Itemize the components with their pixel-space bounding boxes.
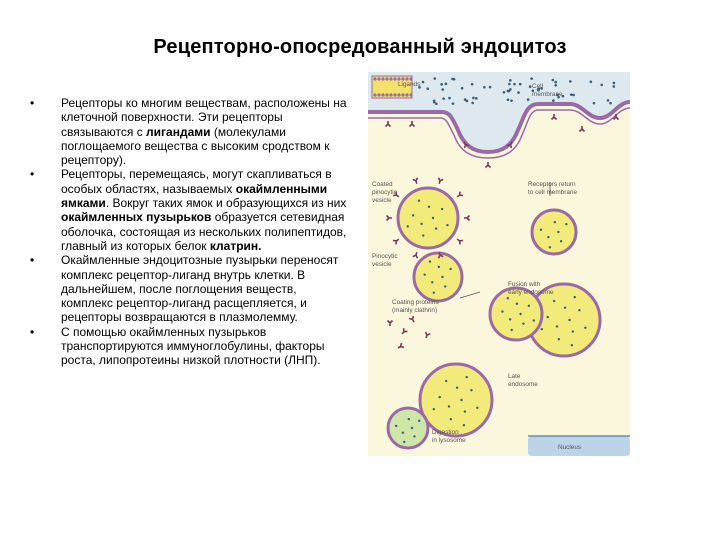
ligand-dot bbox=[547, 316, 549, 318]
ligand-dot bbox=[456, 387, 458, 389]
label-digestion: Digestion bbox=[432, 429, 459, 436]
label-late-endosome: endosome bbox=[508, 381, 538, 388]
ligand-dot bbox=[570, 93, 573, 96]
ligand-dot bbox=[475, 97, 478, 100]
ligand-dot bbox=[564, 307, 566, 309]
ligand-dot bbox=[509, 88, 512, 91]
ligand-dot bbox=[433, 77, 436, 80]
ligand-dot bbox=[441, 276, 443, 278]
bullet-list bbox=[30, 96, 350, 368]
bullet-text: . Вокруг таких ямок и образующихся из них bbox=[105, 196, 347, 211]
ligand-dot bbox=[411, 427, 413, 429]
ligand-dot bbox=[433, 291, 435, 293]
ligand-dot bbox=[429, 260, 431, 262]
lipid-head bbox=[393, 77, 396, 80]
ligand-dot bbox=[449, 268, 451, 270]
ligand-dot bbox=[530, 77, 533, 80]
ligand-dot bbox=[558, 338, 560, 340]
label-digestion: in lysosome bbox=[432, 437, 466, 444]
ligand-dot bbox=[509, 79, 512, 82]
ligand-dot bbox=[441, 208, 443, 210]
ligand-dot bbox=[435, 102, 438, 105]
ligand-dot bbox=[450, 418, 452, 420]
ligand-dot bbox=[418, 200, 420, 202]
label-fusion: early endosome bbox=[508, 289, 554, 296]
ligand-dot bbox=[533, 319, 535, 321]
ligand-dot bbox=[422, 81, 425, 84]
ligand-dot bbox=[528, 305, 530, 307]
ligand-dot bbox=[600, 84, 603, 87]
ligand-dot bbox=[451, 78, 454, 81]
ligand-dot bbox=[568, 319, 570, 321]
ligand-dot bbox=[571, 344, 573, 346]
ligand-dot bbox=[513, 83, 516, 86]
lipid-head bbox=[389, 93, 392, 96]
ligand-dot bbox=[442, 97, 445, 100]
ligand-dot bbox=[507, 297, 509, 299]
label-coated-vesicle: Coated bbox=[372, 181, 393, 188]
lysosome bbox=[388, 408, 428, 448]
ligand-dot bbox=[517, 91, 520, 94]
ligand-dot bbox=[553, 300, 555, 302]
ligand-dot bbox=[418, 420, 420, 422]
ligand-dot bbox=[569, 80, 572, 83]
ligand-dot bbox=[471, 83, 474, 86]
ligand-dot bbox=[507, 90, 510, 93]
lipid-head bbox=[385, 77, 388, 80]
ligand-dot bbox=[463, 424, 465, 426]
bullet-item bbox=[30, 167, 350, 253]
ligand-dot bbox=[510, 329, 512, 331]
label-receptors-return: to cell membrane bbox=[528, 189, 578, 196]
lipid-head bbox=[373, 93, 376, 96]
ligand-dot bbox=[466, 376, 468, 378]
ligand-dot bbox=[551, 79, 554, 82]
bullet-text: Окаймленные эндоцитозные пузырьки переносят комплекс рецептор-лиганд внутрь клетки. В дальнейшем, после поглощения веществ, комплекс рецептор-лиганд расщепляется, и рецепторы возвращаются в плазмолемму. bbox=[61, 253, 339, 325]
ligand-dot bbox=[540, 228, 542, 230]
lipid-head bbox=[377, 77, 380, 80]
label-coating-proteins: Coating proteins bbox=[392, 299, 439, 306]
ligand-dot bbox=[438, 266, 440, 268]
ligand-dot bbox=[433, 408, 435, 410]
coated-vesicle bbox=[398, 188, 458, 248]
ligand-dot bbox=[574, 296, 576, 298]
lipid-head bbox=[373, 77, 376, 80]
bold-term: окаймленными ямками bbox=[61, 181, 328, 211]
label-cell-membrane: membrane bbox=[532, 91, 563, 98]
ligand-dot bbox=[435, 227, 437, 229]
lipid-head bbox=[397, 93, 400, 96]
bullet-item bbox=[30, 253, 350, 324]
ligand-dot bbox=[471, 102, 474, 105]
ligand-dot bbox=[554, 81, 557, 84]
recycling-vesicle bbox=[532, 210, 576, 254]
lipid-head bbox=[385, 93, 388, 96]
ligand-dot bbox=[554, 221, 556, 223]
ligand-dot bbox=[501, 310, 503, 312]
ligand-dot bbox=[461, 87, 464, 90]
bullet-text: (молекулами поглощаемого вещества с высоким сродством к рецептору). bbox=[61, 124, 330, 168]
ligand-dot bbox=[439, 396, 441, 398]
bullet-text: С помощью окаймленных пузырьков транспортируются иммуноглобулины, факторы роста, липопротеины низкой плотности (ЛНП). bbox=[61, 324, 325, 368]
ligand-dot bbox=[444, 285, 446, 287]
ligand-dot bbox=[448, 97, 451, 100]
ligand-dot bbox=[508, 83, 511, 86]
ligand-dot bbox=[476, 407, 478, 409]
ligand-dot bbox=[609, 102, 612, 105]
label-late-endosome: Late bbox=[508, 373, 521, 380]
label-receptors-return: Receptors return bbox=[528, 181, 576, 188]
ligand-dot bbox=[554, 84, 557, 87]
label-cell-membrane: Cell bbox=[532, 83, 544, 90]
ligand-dot bbox=[422, 234, 424, 236]
ligand-dot bbox=[424, 273, 426, 275]
ligand-dot bbox=[516, 303, 518, 305]
ligand-dot bbox=[522, 322, 524, 324]
lipid-head bbox=[409, 93, 412, 96]
ligand-dot bbox=[560, 240, 562, 242]
ligand-dot bbox=[441, 88, 444, 91]
ligand-dot bbox=[541, 328, 543, 330]
ligand-dot bbox=[607, 99, 610, 102]
ligand-dot bbox=[572, 330, 574, 332]
lipid-head bbox=[401, 93, 404, 96]
ligand-dot bbox=[507, 98, 510, 101]
ligand-dot bbox=[464, 410, 466, 412]
ligand-dot bbox=[432, 217, 434, 219]
ligand-dot bbox=[556, 325, 558, 327]
ligand-dot bbox=[483, 86, 486, 89]
lipid-head bbox=[381, 77, 384, 80]
label-nucleus: Nucleus bbox=[558, 444, 582, 451]
ligand-dot bbox=[584, 327, 586, 329]
ligand-dot bbox=[448, 405, 450, 407]
bullet-item bbox=[30, 96, 350, 167]
bullet-text: Рецепторы, перемещаясь, могут скапливаться в особых областях, называемых bbox=[61, 167, 332, 196]
label-pinocytic-vesicle: vesicle bbox=[372, 261, 392, 268]
ligand-dot bbox=[464, 98, 467, 101]
bold-term: лигандами bbox=[146, 124, 211, 139]
ligand-dot bbox=[403, 441, 405, 443]
ligand-dot bbox=[613, 85, 616, 88]
ligand-dot bbox=[565, 223, 567, 225]
bullet-item bbox=[30, 325, 350, 368]
ligand-dot bbox=[428, 206, 430, 208]
lipid-head bbox=[393, 93, 396, 96]
ligand-dot bbox=[445, 83, 448, 86]
label-coated-vesicle: vesicle bbox=[372, 197, 392, 204]
pinocytic-vesicle bbox=[414, 253, 462, 301]
ligand-dot bbox=[402, 431, 404, 433]
ligand-dot bbox=[503, 91, 506, 94]
ligand-dot bbox=[440, 83, 443, 86]
ligand-dot bbox=[420, 223, 422, 225]
ligand-dot bbox=[613, 82, 616, 85]
ligand-dot bbox=[470, 389, 472, 391]
ligand-dot bbox=[395, 425, 397, 427]
ligand-dot bbox=[433, 101, 436, 104]
ligand-dot bbox=[557, 231, 559, 233]
ligand-dot bbox=[460, 399, 462, 401]
lipid-head bbox=[377, 93, 380, 96]
lipid-head bbox=[389, 77, 392, 80]
ligand-dot bbox=[489, 86, 492, 89]
bold-term: окаймленных пузырьков bbox=[61, 210, 212, 225]
bold-term: клатрин. bbox=[209, 238, 262, 253]
ligand-dot bbox=[509, 318, 511, 320]
ligand-dot bbox=[431, 281, 433, 283]
ligand-dot bbox=[549, 246, 551, 248]
ligand-dot bbox=[452, 102, 455, 105]
ligand-dot bbox=[472, 97, 475, 100]
ligand-dot bbox=[510, 99, 513, 102]
slide-title: Рецепторно-опосредованный эндоцитоз bbox=[153, 36, 567, 58]
ligand-dot bbox=[527, 98, 530, 101]
label-pinocytic-vesicle: Pinocytic bbox=[372, 253, 398, 260]
ligand-dot bbox=[552, 99, 555, 102]
ligand-dot bbox=[519, 313, 521, 315]
ligand-dot bbox=[445, 380, 447, 382]
lipid-head bbox=[381, 93, 384, 96]
late-endosome bbox=[420, 364, 492, 436]
lipid-head bbox=[405, 93, 408, 96]
endocytosis-diagram bbox=[368, 72, 630, 456]
ligand-dot bbox=[590, 80, 593, 83]
label-ligands: Ligands bbox=[398, 81, 421, 88]
ligand-dot bbox=[413, 435, 415, 437]
label-coated-vesicle: pinocytic bbox=[372, 189, 397, 196]
ligand-dot bbox=[547, 236, 549, 238]
bullet-text: образуется сетевидная оболочка, состоящая из нескольких полипептидов, главный из которых белок bbox=[61, 210, 347, 253]
label-coating-proteins: (mainly clathrin) bbox=[392, 307, 438, 314]
ligand-dot bbox=[426, 87, 429, 90]
ligand-dot bbox=[572, 94, 575, 97]
ligand-dot bbox=[578, 309, 580, 311]
ligand-dot bbox=[446, 224, 448, 226]
ligand-dot bbox=[519, 83, 522, 86]
ligand-dot bbox=[407, 225, 409, 227]
ligand-dot bbox=[412, 214, 414, 216]
ligand-dot bbox=[408, 418, 410, 420]
ligand-dot bbox=[593, 102, 596, 105]
label-fusion: Fusion with bbox=[508, 281, 541, 288]
bullet-text: Рецепторы ко многим веществам, расположены на клеточной поверхности. Эти рецепторы связываются с bbox=[61, 96, 347, 139]
